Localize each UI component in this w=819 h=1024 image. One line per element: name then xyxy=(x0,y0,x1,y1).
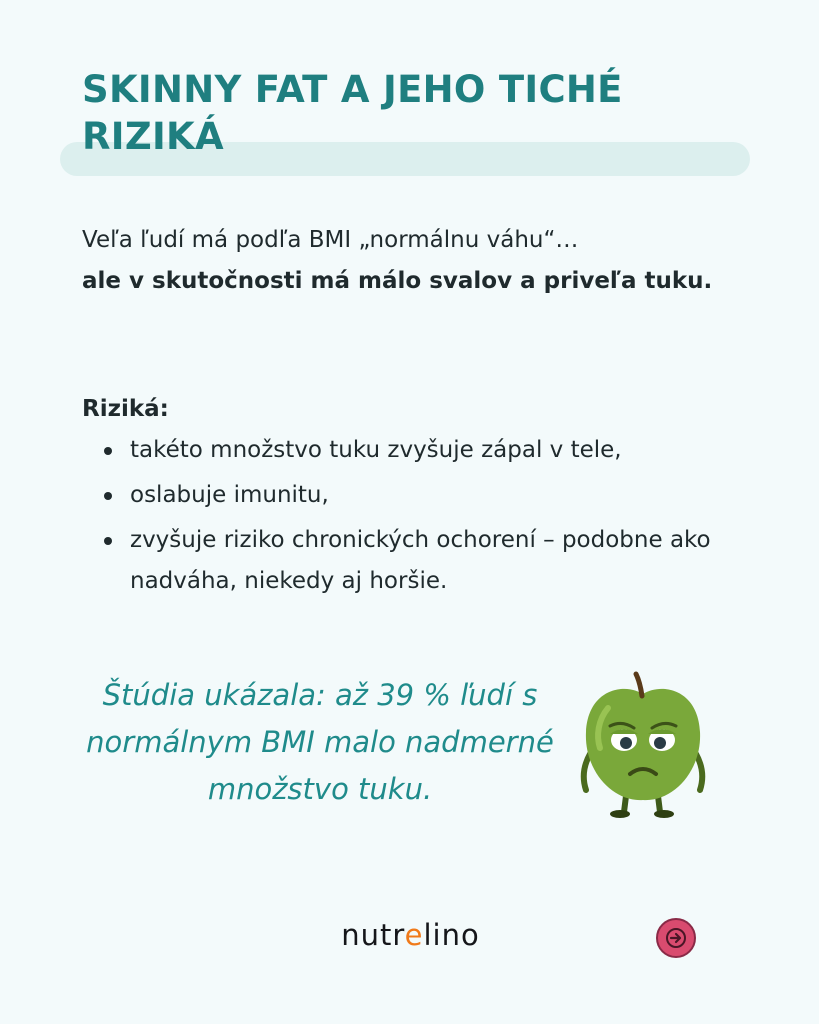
brand-logo xyxy=(318,918,503,952)
next-button[interactable] xyxy=(656,918,696,958)
sad-apple-icon xyxy=(568,668,718,820)
brand-logo-prefix: nutr xyxy=(341,918,405,952)
page-title: SKINNY FAT A JEHO TICHÉ RIZIKÁ xyxy=(82,68,623,158)
bullet-icon xyxy=(104,447,112,455)
bullet-icon xyxy=(104,537,112,545)
intro-line-regular: Veľa ľudí má podľa BMI „normálnu váhu“… xyxy=(82,227,579,253)
risks-list xyxy=(82,430,742,602)
list-item xyxy=(82,430,742,471)
risks-section xyxy=(82,389,742,606)
bullet-icon xyxy=(104,492,112,500)
intro-text xyxy=(82,220,722,302)
list-item-text: takéto množstvo tuku zvyšuje zápal v tele, xyxy=(130,437,622,463)
brand-logo-accent: e xyxy=(404,918,424,952)
arrow-right-icon xyxy=(665,927,687,949)
list-item xyxy=(82,520,742,602)
intro-line-bold: ale v skutočnosti má málo svalov a priveľa tuku. xyxy=(82,268,713,294)
title-block xyxy=(60,66,750,160)
brand-logo-suffix: lino xyxy=(423,918,480,952)
study-quote: Štúdia ukázala: až 39 % ľudí s normálnym BMI malo nadmerné množstvo tuku. xyxy=(86,678,554,806)
list-item-text: oslabuje imunitu, xyxy=(130,482,329,508)
risks-heading: Riziká: xyxy=(82,396,169,422)
list-item-text: zvyšuje riziko chronických ochorení – podobne ako nadváha, niekedy aj horšie. xyxy=(130,527,711,594)
list-item xyxy=(82,475,742,516)
